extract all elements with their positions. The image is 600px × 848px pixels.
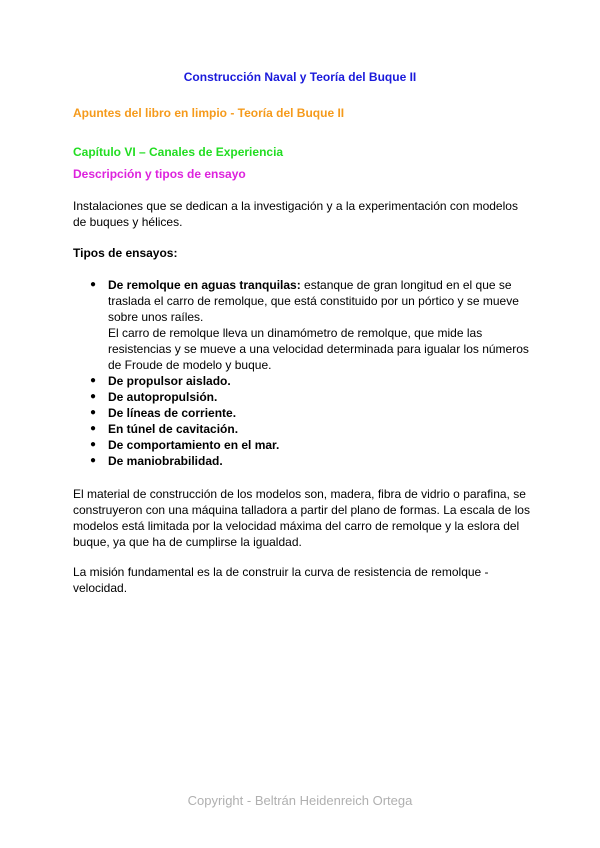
chapter-heading: Capítulo VI – Canales de Experiencia <box>73 145 284 159</box>
list-item <box>73 373 533 389</box>
bullet-icon: ● <box>90 391 97 402</box>
list-item <box>73 389 533 405</box>
list-item <box>73 437 533 453</box>
list-item <box>73 277 533 373</box>
bullet-icon: ● <box>90 455 97 466</box>
list-item <box>73 453 533 469</box>
mission-paragraph: La misión fundamental es la de construir la curva de resistencia de remolque - velocidad. <box>73 565 489 595</box>
list-item-bold: De propulsor aislado. <box>108 374 231 388</box>
intro-paragraph: Instalaciones que se dedican a la investigación y a la experimentación con modelos de buques y hélices. <box>73 199 518 229</box>
bullet-icon: ● <box>90 407 97 418</box>
bullet-icon: ● <box>90 375 97 386</box>
materials-paragraph: El material de construcción de los modelos son, madera, fibra de vidrio o parafina, se construyeron con una máquina talladora a partir del plano de formas. La escala de los modelos está limitada por la velocidad máxima del carro de remolque y la eslora del buque, ya que ha de cumplirse la igualdad. <box>73 487 530 549</box>
list-item-bold: De líneas de corriente. <box>108 406 237 420</box>
list-item <box>73 421 533 437</box>
bullet-icon: ● <box>90 423 97 434</box>
section-heading: Descripción y tipos de ensayo <box>73 167 246 181</box>
copyright-footer: Copyright - Beltrán Heidenreich Ortega <box>187 793 413 808</box>
list-item-bold: De autopropulsión. <box>108 390 218 404</box>
bullet-icon: ● <box>90 439 97 450</box>
bullet-icon: ● <box>90 279 97 290</box>
list-item-bold: De remolque en aguas tranquilas: <box>108 278 301 292</box>
list-item-bold: De comportamiento en el mar. <box>108 438 280 452</box>
list-item <box>73 405 533 421</box>
list-item-text: estanque de gran longitud en el que se traslada el carro de remolque, que está constituido por un pórtico y se mueve sobre unos raíles. <box>108 278 519 324</box>
list-item-extra: El carro de remolque lleva un dinamómetro de remolque, que mide las resistencias y se mueve a una velocidad determinada para igualar los números de Froude de modelo y buque. <box>108 326 529 372</box>
list-item-bold: En túnel de cavitación. <box>108 422 239 436</box>
tipos-heading: Tipos de ensayos: <box>73 246 178 260</box>
tipos-list <box>73 277 533 469</box>
list-item-bold: De maniobrabilidad. <box>108 454 223 468</box>
document-subtitle: Apuntes del libro en limpio - Teoría del Buque II <box>73 106 345 120</box>
document-title: Construcción Naval y Teoría del Buque II <box>183 70 417 84</box>
